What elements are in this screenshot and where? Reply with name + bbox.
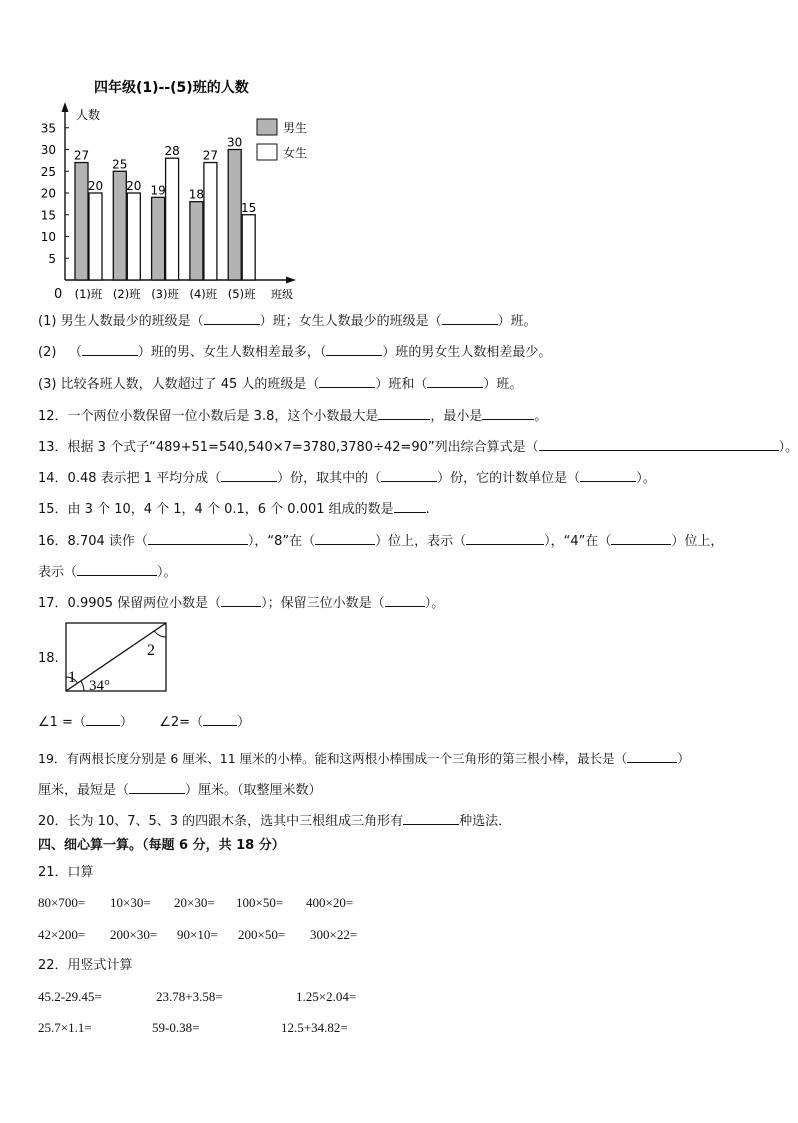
x-axis-arrow (286, 277, 296, 284)
bar-value-label: 15 (241, 200, 257, 215)
q21-expr: 10×30= (110, 895, 151, 910)
q21-expr: 100×50= (236, 895, 284, 910)
question-12 (38, 406, 547, 426)
x-tick-label: (3)班 (151, 287, 179, 301)
answer-blank[interactable] (427, 374, 483, 388)
q19-text-d: ）厘米。（取整厘米数） (185, 783, 322, 798)
q18-answers (38, 712, 250, 732)
answer-blank[interactable] (221, 593, 261, 607)
q14-text-d: ）。 (636, 471, 656, 486)
q11-part1-number: (1) (38, 314, 57, 329)
answer-blank[interactable] (385, 593, 425, 607)
origin-label: 0 (54, 287, 63, 302)
q11-part3-text-a: 比较各班人数，人数超过了 45 人的班级是（ (60, 377, 320, 392)
answer-blank[interactable] (82, 342, 138, 356)
q17-text-c: ）。 (424, 596, 445, 611)
q22-expr: 23.78+3.58= (156, 989, 223, 1004)
answer-blank[interactable] (204, 311, 260, 325)
q21-expr: 400×20= (306, 895, 354, 910)
y-axis-arrow (62, 102, 69, 112)
y-tick-label: 10 (40, 230, 56, 244)
x-tick-label: (4)班 (189, 287, 218, 301)
q11-part3-text-c: ）班。 (483, 377, 523, 392)
y-axis-label: 人数 (76, 108, 101, 122)
answer-blank[interactable] (203, 712, 237, 726)
angle34-arc (81, 681, 84, 691)
bar-value-label: 27 (73, 148, 90, 163)
y-tick-label: 15 (40, 208, 56, 223)
q11-part2-text-c: ）班的男女生人数相差最少。 (382, 345, 552, 360)
q19-text-a: 19．有两根长度分别是 6 厘米、11 厘米的小棒。能和这两根小棒围成一个三角形的第三根小棒，最长是（ (38, 751, 628, 766)
question-16-line1 (38, 531, 723, 551)
y-tick-label: 35 (40, 121, 56, 136)
bar-boys (75, 163, 88, 280)
q18-answer2-text: ∠2=（ (159, 715, 204, 730)
answer-blank[interactable] (326, 342, 382, 356)
answer-blank[interactable] (319, 374, 375, 388)
q22-expr: 25.7×1.1= (38, 1020, 92, 1035)
q11-part2 (38, 342, 551, 362)
answer-blank[interactable] (394, 499, 426, 513)
q12-text-b: ，最小是 (430, 409, 483, 424)
legend-swatch-boys (257, 119, 277, 135)
q17-text-a: 17．0.9905 保留两位小数是（ (38, 596, 222, 611)
question-19-line2 (38, 780, 322, 800)
bar-boys (190, 202, 203, 280)
y-tick-label: 30 (40, 143, 56, 157)
question-15 (38, 499, 430, 519)
q18-number: 18. (38, 651, 59, 666)
answer-blank[interactable] (580, 468, 636, 482)
bar-boys (152, 197, 165, 280)
q16-text-b: ），“8”在（ (247, 534, 316, 549)
q21-expr: 42×200= (38, 927, 86, 942)
q12-text-c: 。 (534, 409, 548, 424)
answer-blank[interactable] (129, 780, 185, 794)
q21-expr: 20×30= (174, 895, 215, 910)
bar-girls (166, 158, 179, 280)
bar-girls (89, 193, 102, 280)
bar-value-label: 19 (150, 183, 166, 198)
q14-text-c: ）份，它的计数单位是（ (437, 471, 581, 486)
q11-part1-text-c: ）班。 (497, 314, 537, 329)
chart-title: 四年级(1)--(5)班的人数 (94, 80, 249, 96)
q16-text-d: ），“4”在（ (544, 534, 612, 549)
angle2-label: 2 (147, 642, 155, 659)
q11-part3 (38, 374, 522, 394)
q15-text-b: . (425, 502, 430, 517)
legend-label-boys: 男生 (283, 121, 308, 135)
q12-text-a: 12．一个两位小数保留一位小数后是 3.8，这个小数最大是 (38, 409, 379, 424)
q15-text-a: 15．由 3 个 10，4 个 1，4 个 0.1，6 个 0.001 组成的数是 (38, 502, 394, 517)
section-4-heading: 四、细心算一算。（每题 6 分，共 18 分） (38, 838, 285, 853)
bar-value-label: 20 (87, 179, 104, 193)
q21-title: 21．口算 (38, 865, 94, 880)
q22-title: 22．用竖式计算 (38, 958, 133, 973)
q11-part3-text-b: ）班和（ (375, 377, 428, 392)
answer-blank[interactable] (482, 406, 534, 420)
q21-expr: 300×22= (310, 927, 358, 942)
q11-part2-text-a: （ (68, 345, 82, 360)
bar-value-label: 30 (227, 135, 243, 150)
y-tick-label: 5 (48, 251, 56, 266)
bar-value-label: 18 (188, 187, 205, 202)
q11-part2-number: (2) (38, 345, 57, 360)
bar-girls (127, 193, 140, 280)
question-13 (38, 437, 798, 457)
y-tick-label: 25 (40, 164, 56, 179)
answer-blank[interactable] (442, 311, 498, 325)
q14-text-a: 14．0.48 表示把 1 平均分成（ (38, 471, 222, 486)
bar-value-label: 25 (112, 157, 128, 172)
angle2-arc (154, 631, 166, 637)
question-17 (38, 593, 444, 613)
q21-expr: 200×30= (110, 927, 158, 942)
q16-text-g: ）。 (157, 565, 177, 580)
q18-answer1-close: ） (119, 715, 133, 730)
bar-boys (228, 150, 241, 281)
bar-chart (30, 72, 330, 304)
q21-expr: 200×50= (238, 927, 286, 942)
q19-text-c: 厘米，最短是（ (38, 783, 130, 798)
q13-text-b: ）。 (778, 440, 798, 455)
answer-blank[interactable] (539, 437, 779, 451)
q11-part2-text-b: ）班的男、女生人数相差最多，（ (137, 345, 327, 360)
q20-text-a: 20．长为 10、7、5、3 的四跟木条，选其中三根组成三角形有 (38, 814, 404, 829)
q18-answer2-close: ） (237, 715, 251, 730)
answer-blank[interactable] (221, 468, 277, 482)
question-19-line1 (38, 749, 690, 768)
q22-expr: 45.2-29.45= (38, 989, 102, 1004)
legend-label-girls: 女生 (283, 146, 308, 160)
answer-blank[interactable] (315, 531, 375, 545)
q22-expr: 59-0.38= (152, 1020, 200, 1035)
answer-blank[interactable] (403, 811, 459, 825)
x-axis-label: 班级 (271, 288, 293, 301)
answer-blank[interactable] (86, 712, 120, 726)
x-tick-label: (2)班 (112, 287, 141, 301)
y-tick-label: 20 (40, 186, 56, 201)
answer-blank[interactable] (77, 562, 157, 576)
q13-text-a: 13．根据 3 个式子“489+51=540,540×7=3780,3780÷42=90”列出综合算式是（ (38, 440, 539, 455)
q16-text-a: 16．8.704 读作（ (38, 534, 148, 549)
q11-part1-text-a: 男生人数最少的班级是（ (60, 314, 204, 329)
bar-value-label: 20 (126, 179, 142, 193)
answer-blank[interactable] (611, 531, 671, 545)
q16-text-f: 表示（ (38, 565, 78, 580)
bar-value-label: 27 (202, 148, 219, 163)
x-tick-label: (1)班 (74, 287, 103, 301)
q21-expr: 90×10= (177, 927, 218, 942)
q22-expr: 12.5+34.82= (281, 1020, 348, 1035)
bar-value-label: 28 (164, 144, 180, 159)
answer-blank[interactable] (148, 531, 248, 545)
q16-text-e: ）位上， (671, 534, 724, 549)
q11-part1-text-b: ）班；女生人数最少的班级是（ (259, 314, 442, 329)
answer-blank[interactable] (381, 468, 437, 482)
bar-boys (113, 171, 126, 280)
question-16-line2 (38, 562, 177, 582)
angle1-label: 1 (68, 669, 76, 686)
answer-blank[interactable] (378, 406, 430, 420)
question-20 (38, 811, 511, 831)
q19-text-b: ） (677, 751, 690, 766)
bar-girls (242, 215, 255, 280)
angle34-label: 34° (89, 678, 110, 694)
q11-part3-number: (3) (38, 377, 57, 392)
q20-text-b: 种选法． (459, 814, 512, 829)
q18-answer1-text: ∠1 =（ (38, 715, 86, 730)
rectangle-diagonal-figure (60, 620, 172, 696)
answer-blank[interactable] (627, 749, 677, 763)
q11-part1 (38, 311, 537, 331)
q17-text-b: ）；保留三位小数是（ (261, 596, 385, 611)
q22-expr: 1.25×2.04= (296, 989, 357, 1004)
bar-girls (204, 163, 217, 280)
q14-text-b: ）份，取其中的（ (277, 471, 382, 486)
q21-expr: 80×700= (38, 895, 86, 910)
q16-text-c: ）位上，表示（ (375, 534, 467, 549)
legend-swatch-girls (257, 144, 277, 160)
answer-blank[interactable] (466, 531, 544, 545)
x-tick-label: (5)班 (227, 287, 256, 301)
question-14 (38, 468, 656, 488)
